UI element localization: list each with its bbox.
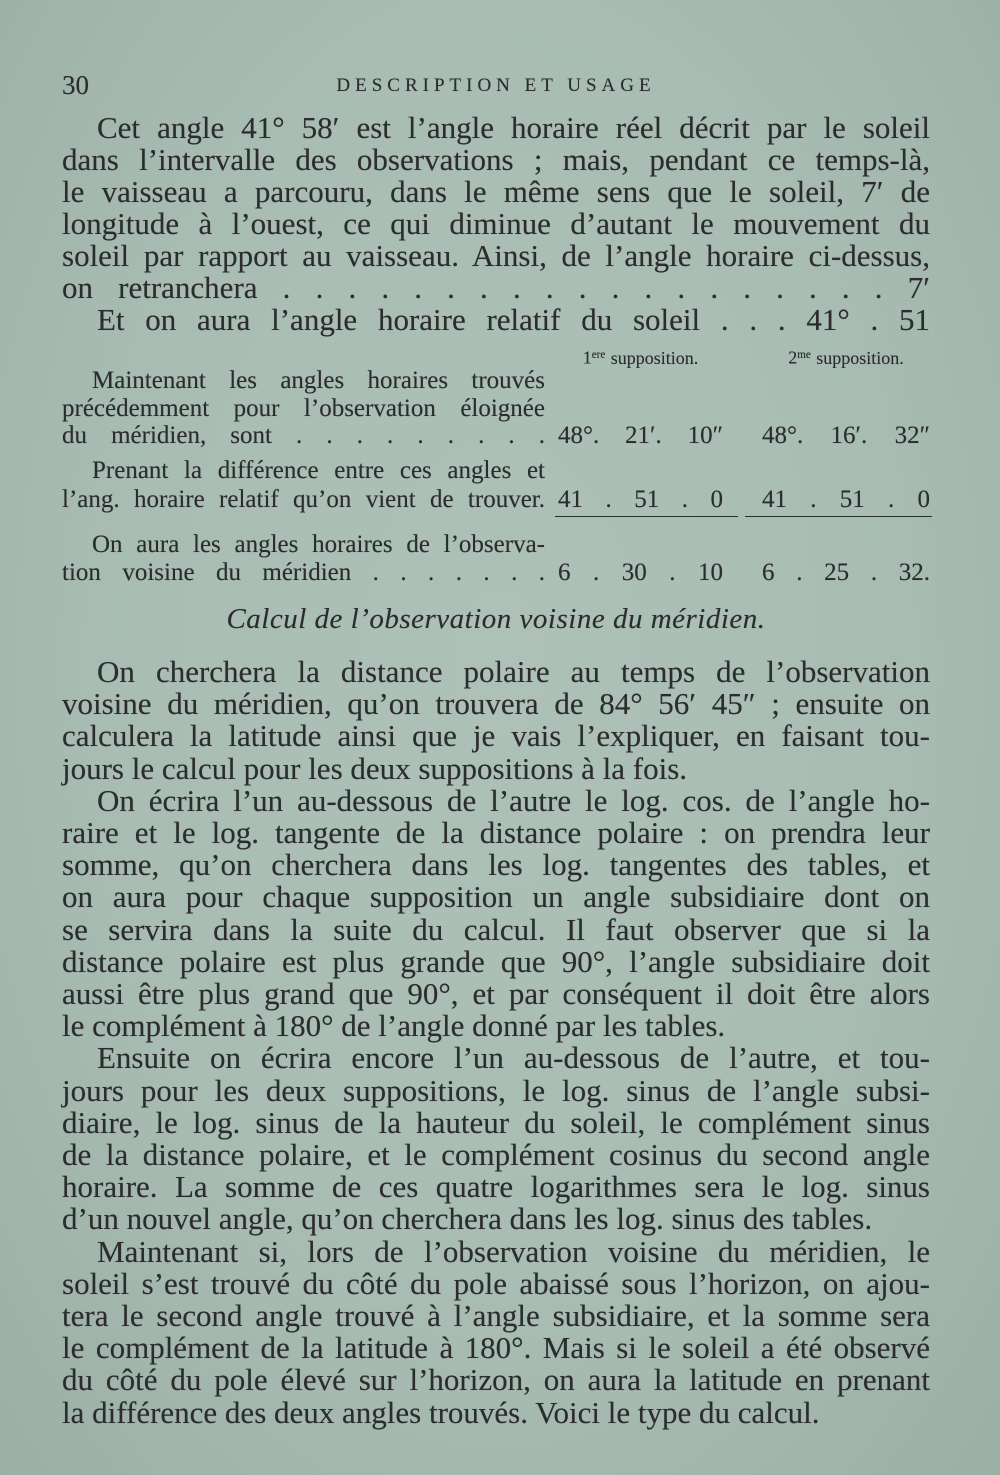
page-number: 30 <box>62 70 89 100</box>
text-line: du côté du pole élevé sur l’horizon, on aura la latitude en prenant <box>62 1362 930 1398</box>
text-line: de la distance polaire, et le complément cosinus du second angle <box>62 1137 930 1173</box>
table-row <box>62 531 932 587</box>
text-line: Ensuite on écrira encore l’un au-dessous de l’autre, et tou- <box>97 1040 930 1076</box>
text-line: On écrira l’un au-dessous de l’autre le log. cos. de l’angle ho- <box>97 782 930 818</box>
column-ordinal-suffix: ere <box>591 349 606 361</box>
calculation-table <box>0 0 1000 600</box>
column-header <box>762 343 930 370</box>
text-line: d’un nouvel angle, qu’on cherchera dans les log. sinus des tables. <box>62 1201 873 1237</box>
text-line: On aura les angles horaires de l’observa- <box>92 531 545 558</box>
text-line: On cherchera la distance polaire au temps de l’observation <box>97 654 930 689</box>
value-supposition-1: 41 . 51 . 0 <box>558 486 723 513</box>
text-line: Et on aura l’angle horaire relatif du soleil . . . 41° . 51 <box>97 302 930 337</box>
text-line: on aura pour chaque supposition un angle subsidiaire dont on <box>62 879 930 915</box>
text-line: l’ang. horaire relatif qu’on vient de trouver. <box>62 486 545 513</box>
text-line: précédemment pour l’observation éloignée <box>62 394 545 422</box>
text-line: soleil s’est trouvé du côté du pole abaissé sous l’horizon, on ajou- <box>62 1265 930 1301</box>
text-line: Maintenant les angles horaires trouvés <box>92 367 545 394</box>
paragraph <box>62 1233 930 1430</box>
text-line: le complément à 180° de l’angle donné par les tables. <box>62 1008 726 1044</box>
table-row <box>62 456 932 514</box>
text-line: du méridien, sont . . . . . . . . . <box>62 422 545 449</box>
sum-rule <box>555 516 738 517</box>
text-line: somme, qu’on cherchera dans les log. tangentes des tables, et <box>62 847 930 883</box>
value-supposition-1: 6 . 30 . 10 <box>558 559 723 586</box>
column-ordinal-suffix: me <box>797 349 811 361</box>
text-line: le complément de la latitude à 180°. Mais si le soleil a été observé <box>62 1330 930 1366</box>
text-line: distance polaire est plus grande que 90°, l’angle subsidiaire doit <box>62 943 930 979</box>
text-line: Maintenant si, lors de l’observation voisine du méridien, le <box>97 1233 930 1269</box>
row-label <box>62 531 545 587</box>
text-line: on retranchera . . . . . . . . . . . . . . . . . . . 7′ <box>62 270 930 305</box>
text-line: horaire. La somme de ces quatre logarithmes sera le log. sinus <box>62 1169 930 1205</box>
section-text <box>62 656 930 1429</box>
text-line: Cet angle 41° 58′ est l’angle horaire réel décrit par le soleil <box>97 110 930 145</box>
text-line: le vaisseau a parcouru, dans le même sens que le soleil, 7′ de <box>62 174 930 209</box>
text-line: aussi être plus grand que 90°, et par conséquent il doit être alors <box>62 976 930 1012</box>
text-line: jours le calcul pour les deux suppositions à la fois. <box>62 750 688 786</box>
text-line: calculera la latitude ainsi que je vais l’expliquer, en faisant tou- <box>62 718 930 754</box>
text-line: dans l’intervalle des observations ; mais, pendant ce temps-là, <box>62 142 930 177</box>
column-number: 2 <box>788 347 798 368</box>
running-head: DESCRIPTION ET USAGE <box>336 75 656 96</box>
paragraph <box>62 1042 930 1235</box>
row-label <box>62 456 545 514</box>
value-supposition-2: 41 . 51 . 0 <box>762 486 930 513</box>
text-line: tion voisine du méridien . . . . . . . <box>62 559 545 586</box>
value-supposition-2: 6 . 25 . 32. <box>762 559 930 586</box>
text-line: tera le second angle trouvé à l’angle subsidiaire, et la somme sera <box>62 1298 930 1334</box>
value-supposition-1: 48°. 21′. 10″ <box>558 422 723 449</box>
table-row <box>62 367 932 450</box>
column-header <box>558 343 723 370</box>
row-label <box>62 367 545 450</box>
text-line: raire et le log. tangente de la distance polaire : on prendra leur <box>62 815 930 851</box>
value-supposition-2: 48°. 16′. 32″ <box>762 422 930 449</box>
text-line: diaire, le log. sinus de la hauteur du soleil, le complément sinus <box>62 1104 930 1140</box>
section-heading: Calcul de l’observation voisine du méridien. <box>226 603 766 635</box>
text-line: jours pour les deux suppositions, le log. sinus de l’angle subsi- <box>62 1072 930 1108</box>
text-line: voisine du méridien, qu’on trouvera de 84° 56′ 45″ ; ensuite on <box>62 686 930 722</box>
sum-rule <box>745 516 932 517</box>
text-line: longitude à l’ouest, ce qui diminue d’autant le mouvement du <box>62 206 930 241</box>
text-line: Prenant la différence entre ces angles et <box>92 457 545 484</box>
text-line: soleil par rapport au vaisseau. Ainsi, de l’angle horaire ci-dessus, <box>62 238 930 273</box>
column-label: supposition. <box>610 347 699 368</box>
paragraph <box>62 782 930 1044</box>
text-line: se servira dans la suite du calcul. Il faut observer que si la <box>62 911 930 947</box>
paragraph <box>62 656 930 785</box>
text-line: la différence des deux angles trouvés. Voici le type du calcul. <box>62 1394 820 1430</box>
column-label: supposition. <box>816 347 904 368</box>
column-number: 1 <box>582 347 592 368</box>
